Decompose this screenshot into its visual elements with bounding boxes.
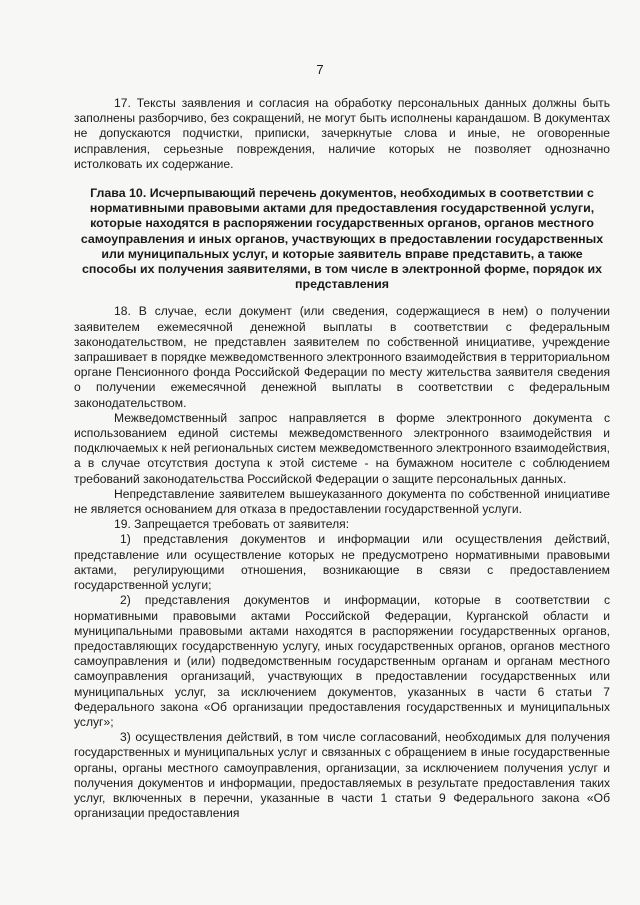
paragraph-18: 18. В случае, если документ (или сведения, содержащиеся в нем) о получении заявителем ежемесячной денежной выплаты в соответствии с федеральным законодательством, не представлен заявителем по собственной инициативе, учреждение запрашивает в порядке межведомственного электронного взаимодействия в территориальном органе Пенсионного фонда Российской Федерации по месту жительства заявителя сведения о получении ежемесячной денежной выплаты в соответствии с федеральным законодательством. bbox=[74, 304, 610, 410]
page-number: 7 bbox=[316, 62, 324, 77]
chapter-10-heading: Глава 10. Исчерпывающий перечень документов, необходимых в соответствии с нормативными правовыми актами для предоставления государственной услуги, которые находятся в распоряжении государственных органов, органов местного самоуправления и иных органов, участвующих в предоставлении государственных или муниципальных услуг, и которые заявитель вправе представить, а также способы их получения заявителями, в том числе в электронной форме, порядок их представления bbox=[80, 186, 604, 292]
paragraph-18-nonsubmission: Непредставление заявителем вышеуказанного документа по собственной инициативе не является основанием для отказа в предоставлении государственной услуги. bbox=[74, 486, 610, 517]
paragraph-18-interagency-request: Межведомственный запрос направляется в форме электронного документа с использованием единой системы межведомственного электронного взаимодействия и подключаемых к ней региональных систем межведомственного электронного взаимодействия, а в случае отсутствия доступа к этой системе - на бумажном носителе с соблюдением требований законодательства Российской Федерации о защите персональных данных. bbox=[74, 410, 610, 486]
paragraph-19-item-2: 2) представления документов и информации, которые в соответствии с нормативными правовыми актами Российской Федерации, Курганской области и муниципальными правовыми актами находятся в распоряжении государственных органов, предоставляющих государственную услугу, иных государственных органов, органов местного самоуправления и (или) подведомственным государственным органам и органам местного самоуправления организаций, участвующих в предоставлении государственных или муниципальных услуг, за исключением документов, указанных в части 6 статьи 7 Федерального закона «Об организации предоставления государственных и муниципальных услуг»; bbox=[74, 593, 610, 729]
paragraph-17: 17. Тексты заявления и согласия на обработку персональных данных должны быть заполнены разборчиво, без сокращений, не могут быть исполнены карандашом. В документах не допускаются подчистки, приписки, зачеркнутые слова и иные, не оговоренные исправления, серьезные повреждения, наличие которых не позволяет однозначно истолковать их содержание. bbox=[74, 96, 610, 171]
paragraph-19-intro: 19. Запрещается требовать от заявителя: bbox=[114, 517, 350, 532]
paragraph-19-item-1: 1) представления документов и информации или осуществления действий, представление или осуществление которых не предусмотрено нормативными правовыми актами, регулирующими отношения, возникающие в связи с предоставлением государственной услуги; bbox=[74, 532, 610, 593]
paragraph-19-item-3: 3) осуществления действий, в том числе согласований, необходимых для получения государственных и муниципальных услуг и связанных с обращением в иные государственные органы, органы местного самоуправления, организации, за исключением получения услуг и получения документов и информации, предоставляемых в результате предоставления таких услуг, включенных в перечни, указанные в части 1 статьи 9 Федерального закона «Об организации предоставления bbox=[74, 730, 610, 821]
